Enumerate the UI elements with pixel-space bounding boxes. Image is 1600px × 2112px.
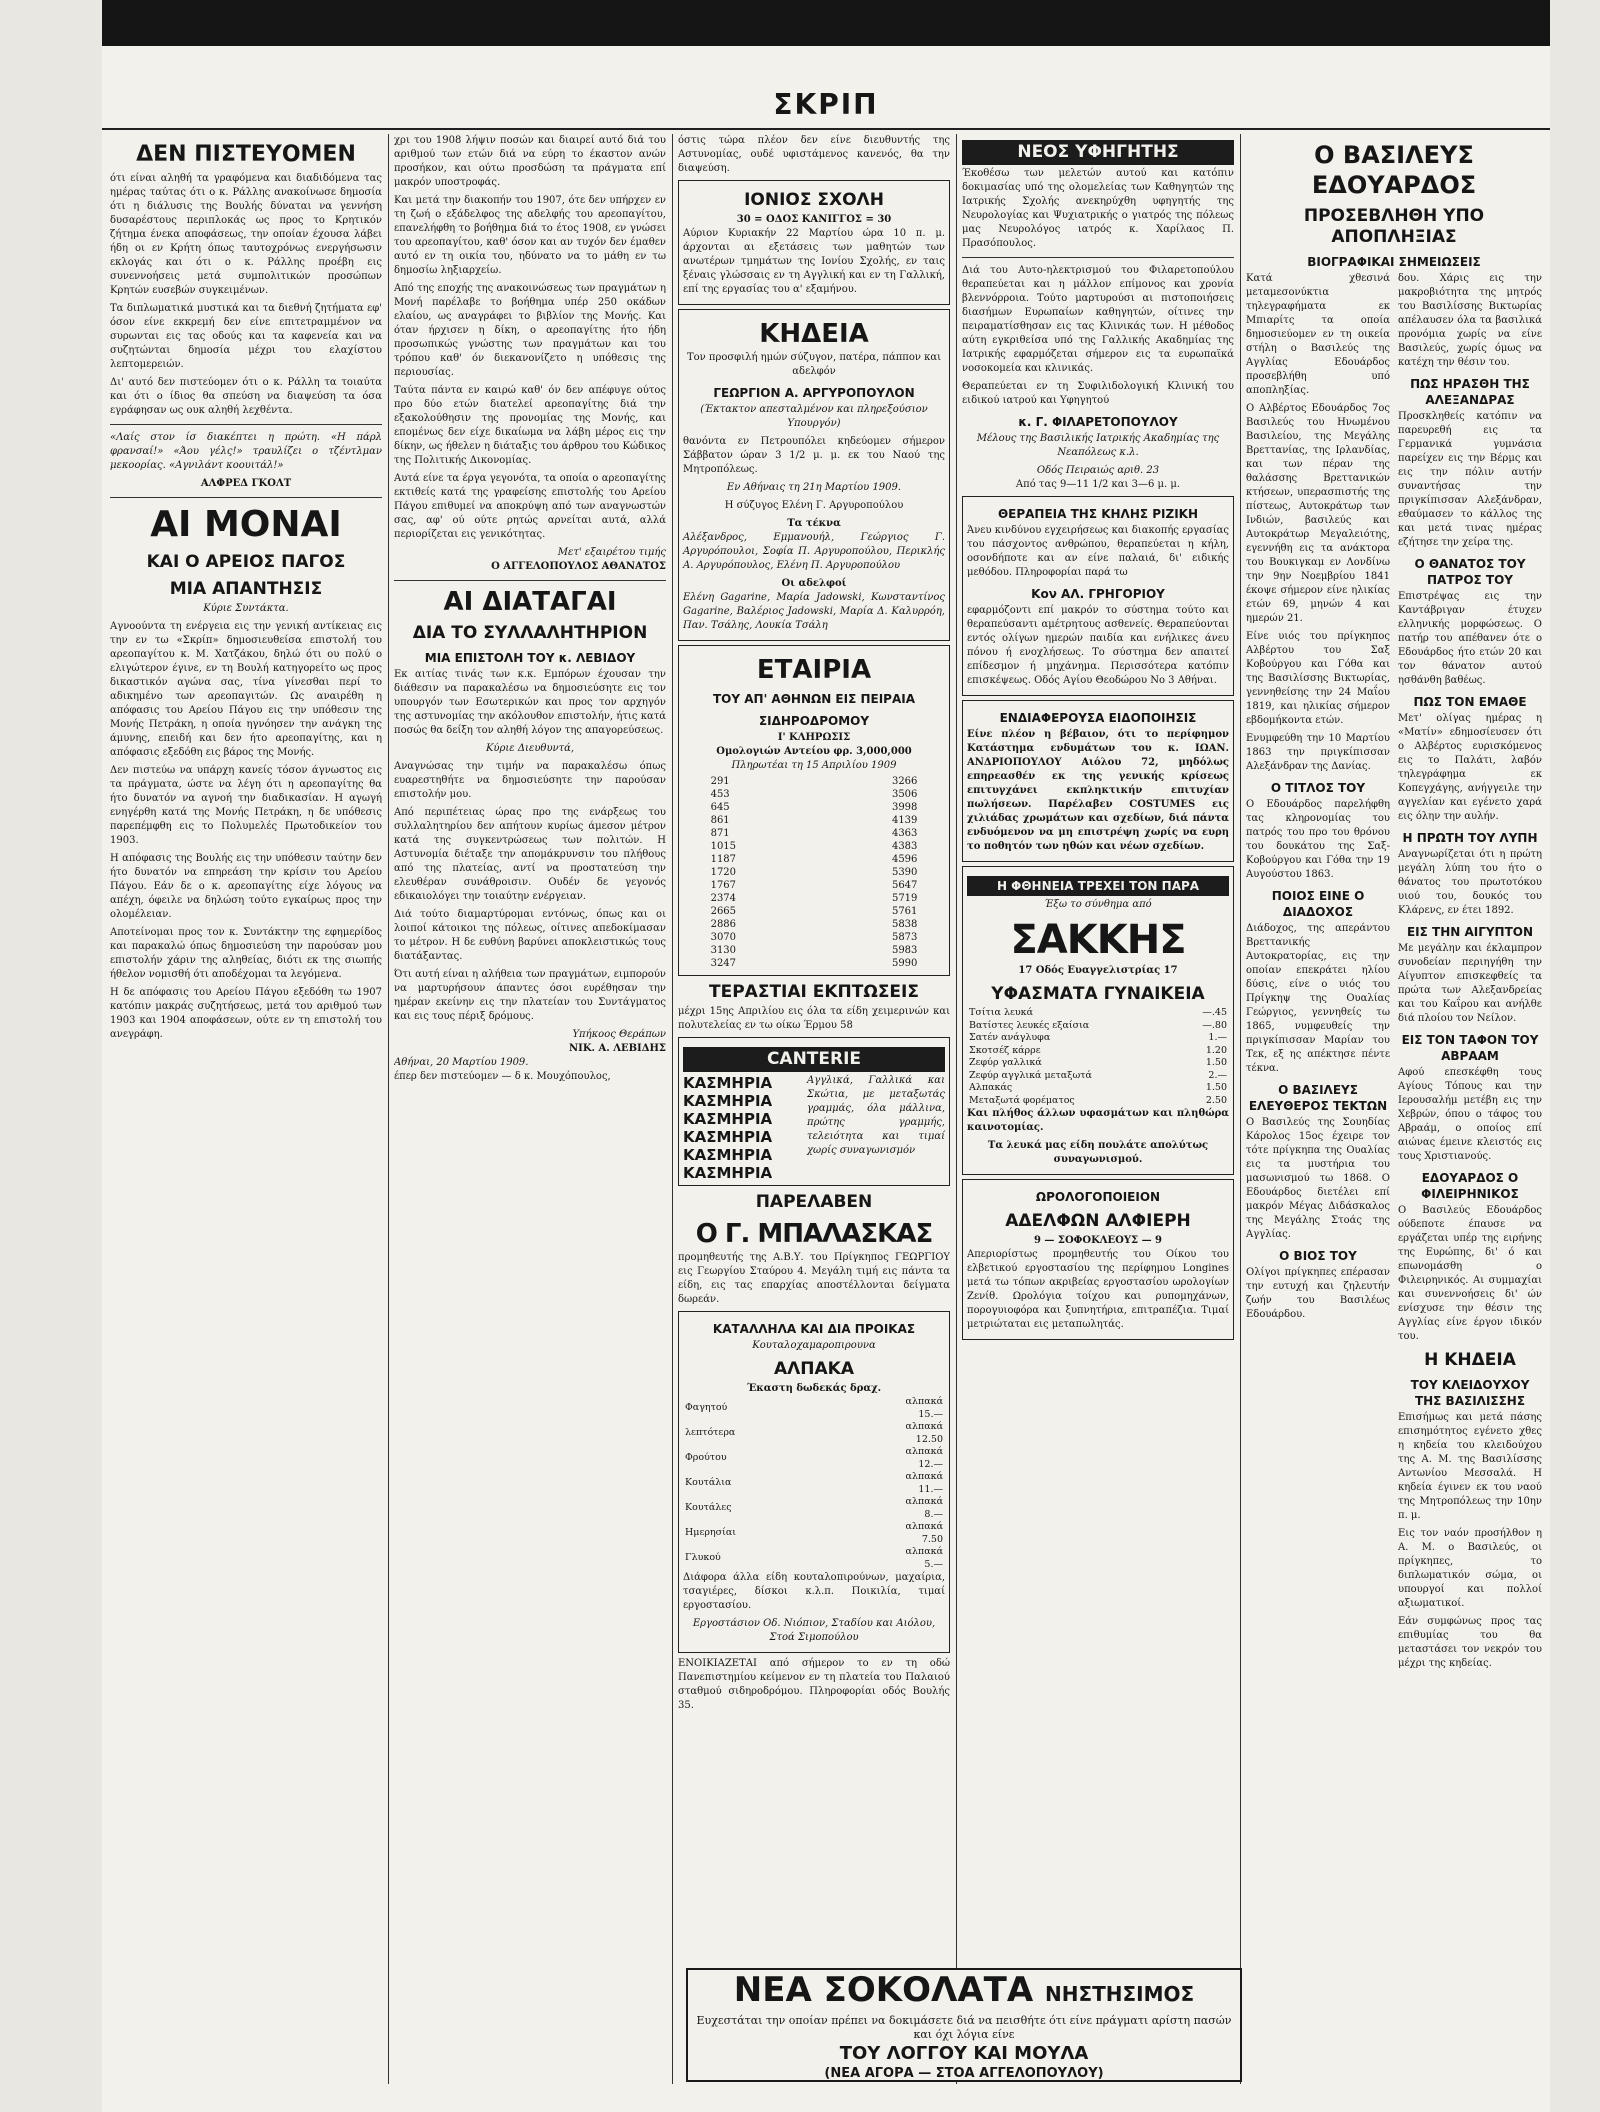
column-rule <box>388 134 389 2084</box>
table-row <box>707 840 922 853</box>
ad-address: Οδός Πειραιώς αριθ. 23 <box>1036 465 1160 476</box>
ad-kasmiria-label: ΚΑΣΜΗΡΙΑ <box>683 1146 773 1164</box>
table-cell: λεπτότερα <box>685 1427 736 1439</box>
article-paragraph: Εις τον ναόν προσήλθον η Α. Μ. ο Βασιλεύς, οι πρίγκηπες, το διπλωματικόν σώμα, οι υπουργοί και πολλοί αξιωματικοί. <box>1398 1528 1542 1609</box>
table-cell: 2.50 <box>1205 1094 1227 1106</box>
table-cell: Γλυκού <box>685 1552 721 1564</box>
ad-name: Κον ΑΛ. ΓΡΗΓΟΡΙΟΥ <box>1031 587 1165 601</box>
table-row <box>683 1446 945 1471</box>
ad-address: 9 — ΣΟΦΟΚΛΕΟΥΣ — 9 <box>1033 1235 1163 1246</box>
article-paragraph: Αναγνώσας την τιμήν να παρακαλέσω όπως ευαρεστηθήτε να δημοσιεύσητε την παρούσαν επιστολήν μου. <box>394 761 666 800</box>
table-cell: —.80 <box>1202 1019 1227 1031</box>
ad-brand: ΤΟΥ ΛΟΓΓΟΥ ΚΑΙ ΜΟΥΛΑ <box>839 2043 1089 2064</box>
ad-text: Απεριορίστως προμηθευτής του Οίκου του ελβετικού εργοστασίου της περίφημου Longines μετά τω τόπων ακριβείας εργοστασίου ωρολογίων Ζενίθ. Ωρολόγια τοίχου και ρυπομηχάνων, πορογυιοφόρα και ξυπνητήρια, επιτραπέζια. Τιμαί μετριώταται εις μεταπωλητάς. <box>967 1249 1229 1330</box>
subhead: ΠΩΣ ΤΟΝ ΕΜΑΘΕ <box>1413 695 1527 709</box>
table-row <box>967 1070 1229 1083</box>
table-cell: 5838 <box>891 919 918 930</box>
article-paragraph: Αποτείνομαι προς τον κ. Συντάκτην της εφημερίδος και παρακαλώ όπως δημοσιεύση την παρούσαν μου επιστολήν χάριν της αληθείας, διότι εκ της σιωπής ήθελον νομισθή ότι αποδέχομαι τα λεγόμενα. <box>110 927 382 980</box>
notice-text: (Έκτακτον απεσταλμένον και πληρεξούσιον Υπουργόν) <box>700 404 928 429</box>
article-paragraph: Επιστρέψας εις την Καντάβριγαν έτυχεν ελληνικής μορφώσεως. Ο πατήρ του απέθανεν ότε ο Εδουάρδος ήτο ετών 20 και τον θάνατον αυτού ησθάνθη βαθέως. <box>1398 591 1542 686</box>
ad-address: Εργοστάσιον Οδ. Νιόπιον, Σταδίου και Αιόλου, Στοά Σιμοπούλου <box>692 1618 936 1643</box>
table-cell: 3266 <box>891 776 918 787</box>
ad-text: Θεραπεύεται εν τη Συφιλιδολογική Κλινική του ειδικού ιατρού και Υφηγητού <box>962 381 1234 406</box>
article-paragraph: Αυτά είνε τα έργα γεγονότα, τα οποία ο αρεοπαγίτης εκτιθείς κατά της γραφείσης επιστολής του Αρείου Πάγου επιθυμεί να αποκρύψη από των αναγνωστών σας, αφ' ού ούτε ρητώς αρνείται αυτά, αλλά περιορίζεται εις γενικότητας. <box>394 473 666 540</box>
table-cell: 3130 <box>710 945 737 956</box>
subhead: Ο ΒΙΟΣ ΤΟΥ <box>1279 1249 1357 1263</box>
ad-kasmiria-label: ΚΑΣΜΗΡΙΑ <box>683 1092 773 1110</box>
table-cell: Κουτάλια <box>685 1477 732 1489</box>
verse-author: ΑΛΦΡΕΔ ΓΚΟΛΤ <box>200 478 292 489</box>
verse-text: «Λαίς στον ίσ διακέπτει η πρώτη. «Η πάρλ φρανσαί!» «Άου γέλς!» τραυλίζει ο τζέντλμαν μεκοορίας. «Αγνιλάντ κοουιτάλ!» <box>110 432 382 471</box>
table-row <box>707 879 922 892</box>
letter-date: Αθήναι, 20 Μαρτίου 1909. <box>394 1057 529 1068</box>
ad-title: ΣΑΚΚΗΣ <box>1010 917 1186 963</box>
table-cell: 4363 <box>891 828 918 839</box>
article-paragraph: Δι' αυτό δεν πιστεύομεν ότι ο κ. Ράλλη τα τοιαύτα και ότι ο ίδιος θα σπεύση να διαψεύση τα όσα εγράφησαν ως ουκ αληθή λεχθέντα. <box>110 377 382 416</box>
article-paragraph: Εάν συμφώνως προς τας επιθυμίας του θα μεταστάσει τον νεκρόν του μέχρι της κηδείας. <box>1398 1616 1542 1669</box>
article-paragraph: Από της εποχής της ανακοινώσεως των πραγμάτων η Μονή παρέλαβε το βοήθημα υπέρ 250 οκάδων ελαίου, ως αναγράφει το βιβλίον της Μονής. Και όταν ήρχισεν η δίκη, ο αρεοπαγίτης ήτο ήδη προσωπικώς γνώστης των πραγμάτων και του τρόπου καθ' όν διεκανονίζετο η υπόθεσις της περιουσίας. <box>394 283 666 378</box>
subhead: ΕΙΣ ΤΟΝ ΤΑΦΟΝ ΤΟΥ ΑΒΡΑΑΜ <box>1401 1033 1539 1063</box>
ad-text: Άνευ κινδύνου εγχειρήσεως και διακοπής εργασίας του πάσχοντος ανθρώπου, θεραπεύεται η κήλη, οσονδήποτε και αν είνε παλαιά, δι' ειδικής μεθόδου. Πληροφορίαι παρά τω <box>967 525 1229 578</box>
ad-kasmiria-label: ΚΑΣΜΗΡΙΑ <box>683 1128 773 1146</box>
headline-syllalitirion: ΔΙΑ ΤΟ ΣΥΛΛΑΛΗΤΗΡΙΟΝ <box>412 623 648 643</box>
ad-title: ΤΕΡΑΣΤΙΑΙ ΕΚΠΤΩΣΕΙΣ <box>709 982 919 1002</box>
article-paragraph: Αγνοούντα τη ενέργεια εις την γενική αντίκειας εις την εν τω «Σκρίπ» δημοσιευθείσα επιστολή του αρεοπαγίτου κ. Μ. Χατζάκου, δηλώ ότι ου πολύ ο ελιγώτερον έγινε, εν τη Βουλή κατηγορείτο ως προς δικαστικόν αγώνα σας, τίνα γίνεσθαι περί το αδικημένο των αρεοπαγιτών. Ως αναιρέθη η απόφασις του Αρείου Πάγου εις την υπόθεσιν της Μονής Πετράκη, η οποία ηγνόησεν την ανάγκη της άμυνης, επειδή και δεν ήτο αρεοπαγίτης, και η απόφασις εξεδόθη εις βάρος της Μονής. <box>110 621 382 758</box>
subhead: Ο ΤΙΤΛΟΣ ΤΟΥ <box>1270 781 1366 795</box>
subhead: ΕΙΣ ΤΗΝ ΑΙΓΥΠΤΟΝ <box>1406 925 1534 939</box>
newspaper-page <box>102 0 1550 2112</box>
subhead: Ο ΘΑΝΑΤΟΣ ΤΟΥ ΠΑΤΡΟΣ ΤΟΥ <box>1414 557 1526 587</box>
table-row <box>707 788 922 801</box>
column-2 <box>394 134 666 2084</box>
article-paragraph: Προσκληθείς κατόπιν να παρευρεθή εις τα Γερμανικά γυμνάσια παρείχεν εις την Βέρμς και εις την πόλιν αυτήν συναντήσας την πριγκίπισσαν Αλεξάνδραν, εθαύμασεν το κάλλος της και μετά τινας ημέρας εζήτησε την χείρα της. <box>1398 411 1542 548</box>
table-cell: 1.50 <box>1205 1057 1227 1068</box>
notice-text: Η σύζυγος Ελένη Γ. Αργυροπούλου <box>724 500 904 511</box>
table-cell: Μεταξωτά φορέματος <box>969 1094 1075 1106</box>
ad-alpaka <box>678 1311 950 1653</box>
table-row <box>683 1421 945 1446</box>
table-row <box>707 957 922 970</box>
article-paragraph: Τα διπλωματικά μυστικά και τα διεθνή ζητήματα εφ' όσον είνε εκκρεμή δεν είνε επιτετραμμένον να συρωνται εις τας οδούς και τα καφενεία και να συζητώνται δημοσία μέχρι του ελαχίστου λεπτομερειών. <box>110 303 382 370</box>
masthead <box>102 88 1550 130</box>
ad-therapeia <box>962 496 1234 696</box>
ad-text: μέχρι 15ης Απριλίου εις όλα τα είδη χειμερινών και πολυτελείας εν τω οίκω Έρμου 58 <box>678 1006 950 1031</box>
top-dark-band <box>102 0 1550 46</box>
article-paragraph: Ολίγοι πρίγκηπες επέρασαν την ευτυχή και ζηλευτήν ζωήν του Βασιλέως Εδουάρδου. <box>1246 1267 1390 1320</box>
ad-title: ΙΟΝΙΟΣ ΣΧΟΛΗ <box>744 190 884 210</box>
ad-address: (ΝΕΑ ΑΓΟΡΑ — ΣΤΟΑ ΑΓΓΕΛΟΠΟΥΛΟΥ) <box>824 2066 1104 2081</box>
article-paragraph: Επισήμως και μετά πάσης επισημότητος εγένετο χθες η κηδεία του κλειδούχου της Α. Μ. της Βασιλίσσης Αντωνίου Μεσσαλά. Η κηδεία έγινεν εκ του ναού της Μητροπόλεως την 10ην π. μ. <box>1398 1412 1542 1521</box>
table-row <box>707 918 922 931</box>
table-row <box>707 814 922 827</box>
notice-title: ΕΤΑΙΡΙΑ <box>756 655 872 685</box>
ad-text: Ευχεστάται την οποίαν πρέπει να δοκιμάσετε διά να πεισθήτε ότι είνε πράγματι αρίστη πασών και όχι λόγια είνε <box>696 2014 1232 2041</box>
price-table <box>683 1396 945 1571</box>
ad-text: προμηθευτής της Α.Β.Υ. του Πρίγκηπος ΓΕΩΡΓΙΟΥ εις Γεωργίου Σταύρου 4. Μεγάλη τιμή εις πάντα τα είδη, εις τας επαρχίας αποστέλλονται δείγματα δωρεάν. <box>678 1252 950 1305</box>
ad-alfieri <box>962 1179 1234 1340</box>
letter-salutation: Κύριε Διευθυντά, <box>485 743 575 754</box>
ad-title: ΕΝΔΙΑΦΕΡΟΥΣΑ ΕΙΔΟΠΟΙΗΣΙΣ <box>999 711 1197 725</box>
article-paragraph: Ο Αλβέρτος Εδουάρδος 7ος Βασιλεύς του Ηνωμένου Βασιλείου, της Μεγάλης Βρεττανίας, της Ιρλανδίας, και των πέραν της θαλάσσης Βρεττανικών κτήσεων, υπερασπιστής της πίστεως, Αυτοκράτωρ των Ινδιών, βασιλεύς και Αυτοκράτωρ Μεγαλειότης, εγεννήθη εις τα ανάκτορα του Βουκιγκαμ εν Λονδίνω την 9ην Νοεμβρίου 1841 έκοψε σήμερον είνε ηλικίας ετών 69, μηνών 4 και ημερών 21. <box>1246 403 1390 624</box>
ad-ionios-school <box>678 180 950 305</box>
table-cell: 871 <box>710 828 730 839</box>
headline-ai-monai: ΑΙ ΜΟΝΑΙ <box>150 504 342 545</box>
notice-name: ΓΕΩΡΓΙΟΝ Α. ΑΡΓΥΡΟΠΟΥΛΟΝ <box>713 386 915 400</box>
ad-text: εφαρμόζοντι επί μακρόν το σύστημα τούτο και θεραπεύσαντι αμέτρητους ασθενείς. Θεραπεύονται εντός ολίγων ημερών παιδία και ενήλικες άνευ πόνου ή ενοχλήσεως. Το σύστημα δεν απαιτεί επίδεσμον ή μηχάνημα. Περισσότερα κατόπιν επισκέψεως. Οδός Αγίου Θεοδώρου Νο 3 Αθήναι. <box>967 605 1229 686</box>
table-cell: 2374 <box>710 893 737 904</box>
subhead: ΤΟΥ ΚΛΕΙΔΟΥΧΟΥ ΤΗΣ ΒΑΣΙΛΙΣΣΗΣ <box>1410 1378 1530 1408</box>
classified-ad: ΕΝΟΙΚΙΑΖΕΤΑΙ από σήμερον το εν τη οδώ Πανεπιστημίου κείμενον εν τη πλατεία του Παλαιού σταθμού σιδηροδρόμου. Πληροφορίαι οδός Βουλής 35. <box>678 1658 950 1711</box>
article-paragraph: Η δε απόφασις του Αρείου Πάγου εξεδόθη τω 1907 κατόπιν μακράς συζητήσεως, μετά του αριθμού των 1903 και 1904 αποφάσεων, ούτε εν τη επιστολή του ανεγράφη. <box>110 987 382 1040</box>
article-paragraph: Είνε υιός του πρίγκηπος Αλβέρτου του Σαξ Κοβούργου και Γόθα και της Βασιλίσσης Βικτωρίας, γεννηθείσης την 24 Μαΐου 1819, και ηλικίας σήμερον εβδομήκοντα ετών. <box>1246 631 1390 726</box>
masthead-title: ΣΚΡΙΠ <box>773 88 879 121</box>
table-cell: 5390 <box>891 867 918 878</box>
subhead: ΕΔΟΥΑΡΔΟΣ Ο ΦΙΛΕΙΡΗΝΙΚΟΣ <box>1421 1171 1519 1201</box>
table-cell: Σκοτσέζ κάρρε <box>969 1044 1041 1056</box>
ad-text: Διά του Αυτο-ηλεκτρισμού του Φιλαρετοπούλου θεραπεύεται και η μάλλον επίμονος και χρονία βλεννόρροια. Τούτο μαρτυρούσι αι πιστοποιήσεις διασήμων Ευρωπαίων καθηγητών, οίτινες την πειραματίσθησαν εις τας Κλινικάς των. Η μέθοδος αύτη εγκριθείσα υπό της Γαλλικής Ακαδημίας της Ιατρικής εφαρμόζεται σήμερον εις τα ευρωπαϊκά νοσοκομεία και κλινικάς. <box>962 265 1234 374</box>
letter-signature: Ο ΑΓΓΕΛΟΠΟΥΛΟΣ ΑΘΑΝΑΤΟΣ <box>491 561 666 572</box>
notice-text: θανόντα εν Πετρουπόλει κηδεύομεν σήμερον Σάββατον ώραν 3 1/2 μ. μ. εκ του Ναού της Μητροπόλεως. <box>683 436 945 475</box>
divider <box>394 580 666 581</box>
column-rule <box>672 134 673 2084</box>
divider <box>962 257 1234 258</box>
table-row <box>707 827 922 840</box>
ad-text: Τα λευκά μας είδη πουλάτε απολύτως συναγωνισμού. <box>987 1140 1209 1165</box>
table-cell: 5761 <box>891 906 918 917</box>
ad-kasmiria-label: ΚΑΣΜΗΡΙΑ <box>683 1164 773 1182</box>
letter-signature: NIK. A. ΛΕΒΙΔΗΣ <box>569 1043 666 1054</box>
article-paragraph: Η απόφασις της Βουλής εις την υπόθεσιν ταύτην δεν ήτο δυνατόν να επηρεάση την κρίσιν του Αρείου Πάγου. Εάν δε ο κ. αρεοπαγίτης είχε λόγους να απέχη, όφειλε να δηλώση τούτο εγκαίρως προς την ολομέλειαν. <box>110 853 382 920</box>
subhead: ΠΩΣ ΗΡΑΣΘΗ ΤΗΣ ΑΛΕΞΑΝΔΡΑΣ <box>1410 377 1530 407</box>
ad-title: ΩΡΟΛΟΓΟΠΟΙΕΙΟΝ <box>1035 1190 1161 1204</box>
column-5 <box>1246 134 1542 2084</box>
subhead: ΠΟΙΟΣ ΕΙΝΕ Ο ΔΙΑΔΟΧΟΣ <box>1271 889 1365 919</box>
table-row <box>707 944 922 957</box>
table-cell: 1720 <box>710 867 737 878</box>
article-paragraph: ότι είναι αληθή τα γραφόμενα και διαδιδόμενα τας ημέρας ταύτας ότι ο κ. Ράλλης ανακοίνωσε δημοσία ότι η διάλυσις της Βουλής δύναται να γεννήση δυσαρέστους περιπλοκάς ως προς το Κρητικόν ζήτημα ένεκα αποφάσεως, την οποίαν έχουσα λάβει ήδη οι εν Κρήτη όπως ταυτοχρόνως ενεργήσωσιν εκλογάς και ότι ο κ. Ράλλης προέβη εις συνεννοήσεις μετά συμπολιτικών προσώπων Κρητών ευσεβών συγκειμένων. <box>110 173 382 296</box>
table-cell: Φρούτου <box>685 1452 727 1464</box>
table-cell: 3506 <box>891 789 918 800</box>
ad-title: ΑΔΕΛΦΩΝ ΑΛΦΙΕΡΗ <box>1005 1211 1191 1231</box>
ad-subtitle: Έξω το σύνθημα από <box>1044 899 1152 910</box>
table-row <box>707 931 922 944</box>
ad-title: ΠΑΡΕΛΑΒΕΝ <box>755 1192 873 1212</box>
table-cell: 2.— <box>1208 1069 1227 1081</box>
table-row <box>683 1396 945 1421</box>
table-cell: 1187 <box>710 854 737 865</box>
table-cell: 645 <box>710 802 730 813</box>
notice-subhead: Τα τέκνα <box>787 518 841 529</box>
table-cell: Ημερησίαι <box>685 1527 737 1539</box>
ad-hours: Από τας 9—11 1/2 και 3—6 μ. μ. <box>1015 479 1181 490</box>
article-paragraph: δου. Χάρις εις την μακροβιότητα της μητρός του Βασιλίσσης Βικτωρίας απέλαυσεν όλα τα βασιλικά προνόμια χωρίς να είνε Βασιλεύς, χωρίς όμως να κατέχη την θέσιν του. <box>1398 273 1542 368</box>
subhead: Η ΚΗΔΕΙΑ <box>1424 1350 1516 1370</box>
table-cell: 861 <box>710 815 730 826</box>
letter-salutation: Κύριε Συντάκτα. <box>203 603 289 614</box>
article-paragraph: Από περιπέτειας ώρας προ της ενάρξεως του συλλαλητηρίου δεν απήτουν κυρίως άμεσον μέτρον κατά της συγκεντρώσεως των πολιτών. Η Αστυνομία διέταξε την απομάκρυνσιν του πλήθους από της πλατείας, αντί να προστατεύση την ελευθέραν συνάθροισιν. Ουδέν δε γεγονός εδικαιολόγει την τοιαύτην ενέργειαν. <box>394 807 666 902</box>
article-paragraph: έπερ δεν πιστεύομεν — δ κ. Μουχόπουλος, <box>394 1071 611 1082</box>
table-cell: 1.50 <box>1205 1082 1227 1093</box>
table-row <box>683 1521 945 1546</box>
ad-text: Αγγλικά, Γαλλικά και Σκώτια, με μεταξωτάς γραμμάς, όλα μάλλινα, πρώτης γραμμής, τελειότητα και τιμαί χωρίς συναγωνισμόν <box>807 1075 945 1156</box>
table-row <box>967 1032 1229 1045</box>
table-cell: 5647 <box>891 880 918 891</box>
table-cell: 3998 <box>891 802 918 813</box>
table-cell: Φαγητού <box>685 1402 728 1414</box>
table-cell: 4383 <box>891 841 918 852</box>
table-row <box>707 866 922 879</box>
table-row <box>967 1082 1229 1095</box>
table-row <box>707 853 922 866</box>
price-table <box>967 1007 1229 1107</box>
ad-text: Μέλους της Βασιλικής Ιατρικής Ακαδημίας της Νεαπόλεως κ.λ. <box>976 433 1220 458</box>
article-paragraph: Διά τούτο διαμαρτύρομαι εντόνως, όπως και οι λοιποί κάτοικοι της πόλεως, οίτινες απεδοκίμασαν το μέτρον. Η δε ευθύνη βαρύνει αποκλειστικώς τους διατάξαντας. <box>394 909 666 962</box>
article-paragraph: Ταύτα πάντα εν καιρώ καθ' όν δεν απέφυγε ούτος προ δύο ετών διατελεί αρεοπαγίτης διά την εξακολούθησιν της προνομίας της Μονής, και επομένως δεν είχε δικαίωμα να λάβη μέρος εις την δίκην, ως ήθελεν η διάταξις του άρθρου του Κώδικος της Πολιτικής Δικονομίας. <box>394 385 666 466</box>
table-row <box>707 801 922 814</box>
table-cell: 291 <box>710 776 730 787</box>
column-3 <box>678 134 950 2084</box>
table-cell: 1.— <box>1208 1032 1227 1043</box>
article-paragraph: Δεν πιστεύω να υπάρχη κανείς τόσον άγνωστος εις τα πράγματα, ώστε να λέγη ότι η αρεοπαγίτης θα ήτο δυνατόν να αγνοή την διαδικασίαν. Η αγωγή ενηγέρθη κατά της Μονής Πετράκη, η δε υπόθεσις παρεπέμφθη εις το Πολυμελές Πρωτοδικείον του 1903. <box>110 765 382 846</box>
table-cell: 1.20 <box>1205 1044 1227 1056</box>
article-paragraph: Εκ αιτίας τινάς των κ.κ. Εμπόρων έχουσαν την διάθεσιν να παρακαλέσω να δημοσιεύσητε εις τον υπουργόν των Εσωτερικών και προς τον αρχηγόν της αστυνομίας την ακόλουθον επιστολήν, ήτις κατά ποσώς θα δείξη τον αληθή λόγον της απαγορεύσεως. <box>394 669 666 736</box>
table-row <box>707 905 922 918</box>
table-cell: Βατίστες λευκές εξαίσια <box>969 1019 1090 1031</box>
table-row <box>967 1020 1229 1033</box>
notice-text: Πληρωτέαι τη 15 Απριλίου 1909 <box>731 760 897 771</box>
article-paragraph: Ότι αυτή είναι η αλήθεια των πραγμάτων, ειμπορούν να μαρτυρήσουν άπαντες όσοι ευρέθησαν την ημέραν εκείνην εις την πλατείαν του Συντάγματος και εις τους πέριξ δρόμους. <box>394 969 666 1022</box>
letter-closing: Υπήκοος Θεράπων <box>572 1029 666 1040</box>
table-cell: 1015 <box>710 841 737 852</box>
table-cell: αλπακά 11.— <box>905 1471 943 1495</box>
ad-text: Αύριον Κυριακήν 22 Μαρτίου ώρα 10 π. μ. άρχονται αι εξετάσεις των μαθητών των ανωτέρων τμημάτων της Ιονίου Σχολής, εν ταις ξέναις γλώσσαις εν τη Αγγλική και εν τη Γαλλική, επί της εργασίας του α' εξαμήνου. <box>683 228 945 295</box>
subcolumn-left <box>1246 272 1390 1675</box>
table-cell: αλπακά 12.50 <box>905 1421 943 1445</box>
column-4 <box>962 134 1234 2084</box>
ad-andriopoulou <box>962 700 1234 862</box>
ad-address: 30 = ΟΔΟΣ ΚΑΝΙΓΓΟΣ = 30 <box>736 214 892 225</box>
ad-subtitle: ΥΦΑΣΜΑΤΑ ΓΥΝΑΙΚΕΙΑ <box>991 984 1205 1004</box>
table-cell: 2886 <box>710 919 737 930</box>
headline-vasileus-edouardos: Ο ΒΑΣΙΛΕΥΣ ΕΔΟΥΑΡΔΟΣ <box>1311 141 1477 199</box>
ad-title: ΑΛΠΑΚΑ <box>773 1359 855 1379</box>
ad-subtitle: Κουταλοχαμαροπιρουνα <box>752 1340 876 1351</box>
table-row <box>707 775 922 788</box>
table-cell: αλπακά 15.— <box>905 1396 943 1420</box>
funeral-notice <box>678 309 950 641</box>
table-cell: 3070 <box>710 932 737 943</box>
ad-title: ΚΑΤΑΛΛΗΛΑ ΚΑΙ ΔΙΑ ΠΡΟΙΚΑΣ <box>712 1322 916 1336</box>
table-cell: Κουτάλες <box>685 1502 732 1514</box>
notice-subhead: Ομολογιών Αντείου φρ. 3,000,000 <box>716 746 912 757</box>
ad-canterie <box>678 1037 950 1186</box>
headline-areios-pagos: ΚΑΙ Ο ΑΡΕΙΟΣ ΠΑΓΟΣ <box>146 552 346 572</box>
ad-sakkis <box>962 866 1234 1175</box>
table-cell: Ζεφύρ αγγλικά μεταξωτά <box>969 1069 1092 1081</box>
table-cell: Αλπακάς <box>969 1082 1013 1093</box>
notice-text: Ελένη Gagarine, Μαρία Jadowski, Κωνσταντίνος Gagarine, Βαλέριος Jadowski, Μαρία Δ. Καλυρρόη, Παν. Τσάλης, Λουκία Τσάλη <box>683 592 945 631</box>
column-1 <box>110 134 382 2084</box>
article-paragraph: Διάδοχος, της απεράντου Βρεττανικής Αυτοκρατορίας, εις την οποίαν επεκράτει ηλίου δύσις, είνε ο υιός του Πρίγκηψ της Ουαλίας Γεώργιος, γεννηθείς τω 1865, νυμφευθείς την πριγκίπισσαν Μαρίαν του Τεκ, εξ ης απέκτησε πέντε τέκνα. <box>1246 923 1390 1074</box>
subcolumn-right <box>1398 272 1542 1675</box>
divider <box>110 497 382 498</box>
article-paragraph: Ο Βασιλεύς Εδουάρδος ούδεποτε έπαυσε να εργάζεται υπέρ της ειρήνης της Ευρώπης, δι' ό και επωνομάσθη ο Φιλειρηνικός. Αι συμμαχίαι και συνεννοήσεις δι' ών ενίσχυσε την θέσιν της Αγγλίας είνε έργον ιδικόν του. <box>1398 1205 1542 1342</box>
railway-lottery-notice <box>678 645 950 976</box>
table-cell: 5873 <box>891 932 918 943</box>
headline-neos-yfigitis: ΝΕΟΣ ΥΦΗΓΗΤΗΣ <box>962 140 1234 165</box>
notice-subhead: ΤΟΥ ΑΠ' ΑΘΗΝΩΝ ΕΙΣ ΠΕΙΡΑΙΑ <box>712 692 915 706</box>
article-paragraph: Αφού επεσκέφθη τους Αγίους Τόπους και την Ιερουσαλήμ μετέβη εις την Χεβρών, όπου ο τάφος του Αβραάμ, ο οποίος επί αιώνας έμεινε κλειστός εις τους Χριστιανούς. <box>1398 1067 1542 1162</box>
table-cell: 5990 <box>891 958 918 969</box>
article-paragraph: Μετ' ολίγας ημέρας η «Ματίν» εδημοσίευσεν ότι ο Αλβέρτος ευρισκόμενος εις το Παλάτι, λαβόν τηλεγράφημα εκ Κοπεγχάγης, ανήγγειλε την αγγελίαν και εγένετο χαρά εις όλην την αυλήν. <box>1398 713 1542 822</box>
table-cell: —.45 <box>1202 1007 1227 1018</box>
subhead: Η ΠΡΩΤΗ ΤΟΥ ΛΥΠΗ <box>1402 831 1538 845</box>
table-cell: αλπακά 7.50 <box>905 1521 943 1545</box>
table-cell: 5983 <box>891 945 918 956</box>
table-row <box>967 1057 1229 1070</box>
article-paragraph: Ο Εδουάρδος παρελήφθη τας κληρονομίας του πατρός του προ του θρόνου του δουκάτου της Σαξ-Κοβούργου και Γόθα την 19 Αυγούστου 1863. <box>1246 799 1390 880</box>
subhead: Ο ΒΑΣΙΛΕΥΣ ΕΛΕΥΘΕΡΟΣ ΤΕΚΤΩΝ <box>1248 1083 1388 1113</box>
table-row <box>967 1045 1229 1058</box>
ad-kasmiria-label: ΚΑΣΜΗΡΙΑ <box>683 1110 773 1128</box>
headline-ai-diatagai: ΑΙ ΔΙΑΤΑΓΑΙ <box>443 587 617 617</box>
headline-den-pisteuomen: ΔΕΝ ΠΙΣΤΕΥΟΜΕΝ <box>136 142 356 167</box>
ad-columns: Έκαστη δωδεκάς δραχ. <box>746 1383 882 1394</box>
article-paragraph: Ενυμφεύθη την 10 Μαρτίου 1863 την πριγκίπισσαν Αλεξάνδραν της Δανίας. <box>1246 733 1390 772</box>
notice-subhead: Οι αδελφοί <box>781 578 847 589</box>
ad-title-suffix: ΝΗΣΤΗΣΙΜΟΣ <box>1044 1982 1195 2006</box>
table-row <box>707 892 922 905</box>
article-paragraph: Έκοθέσω των μελετών αυτού και κατόπιν δοκιμασίας υπό της ολομελείας των Καθηγητών της Ιατρικής Σχολής ανεκηρύχθη υφηγητής της Νευρολογίας και Ψυχιατρικής ο γιατρός της πόλεως μας Νευρολόγος ιατρός κ. Χαρίλαος Π. Πρασόπουλος. <box>962 168 1234 249</box>
ad-address: 17 Οδός Ευαγγελιστρίας 17 <box>1018 965 1178 976</box>
headline-apantisis: ΜΙΑ ΑΠΑΝΤΗΣΙΣ <box>169 579 323 599</box>
ad-title: Ο Γ. ΜΠΑΛΑΣΚΑΣ <box>695 1219 933 1249</box>
table-row <box>683 1471 945 1496</box>
table-cell: 3247 <box>710 958 737 969</box>
table-cell: 453 <box>710 789 730 800</box>
ad-text: Διάφορα άλλα είδη κουταλοπιρούνων, μαχαίρια, τσαγιέρες, δίσκοι κ.λ.π. Ποικιλία, τιμαί εργοστασίου. <box>683 1572 945 1611</box>
headline-apoplixia: ΠΡΟΣΕΒΛΗΘΗ ΥΠΟ ΑΠΟΠΛΗΞΙΑΣ <box>1303 206 1485 247</box>
table-cell: Τσίτια λευκά <box>969 1007 1034 1018</box>
article-paragraph: Κατά χθεσινά μεταμεσονύκτια τηλεγραφήματα εκ Μπιαρίτς τα οποία δημοσιεύομεν εν τη οικεία στήλη ο Βασιλεύς της Αγγλίας Εδουάρδος προσεβλήθη υπό αποπληξίας. <box>1246 273 1390 396</box>
lottery-table <box>707 775 922 970</box>
table-cell: αλπακά 5.— <box>905 1546 943 1570</box>
divider <box>110 424 382 425</box>
column-rule <box>1240 134 1241 2084</box>
table-cell: Σατέν ανάγλυφα <box>969 1032 1051 1043</box>
notice-text: Αλέξανδρος, Εμμανουήλ, Γεώργιος Γ. Αργυρόπουλοι, Σοφία Π. Αργυροπούλου, Περικλής Α. Αργυρόπουλος, Ελένη Π. Αργυροπούλου <box>683 532 945 571</box>
notice-title: ΚΗΔΕΙΑ <box>759 319 869 349</box>
article-paragraph: Και μετά την διακοπήν του 1907, ότε δεν υπήρχεν εν τη ζωή ο εξάδελφος της αδελφής του αρεοπαγίτου, επανελήφθη το βοήθημα διά το έτος 1908, εν γνώσει του αρεοπαγίτου, καθ' όσον και αν τυχόν δεν έμαθεν αυτό εν τη οικία του, ηδύνατο να το μάθη εν τω δημοσίω ληξιαρχείω. <box>394 195 666 276</box>
article-paragraph: Ο Βασιλεύς της Σουηδίας Κάρολος 15ος έχειρε τον τότε πρίγκηπα της Ουαλίας εις τα μυστήρια του μασωνισμού τω 1868. Ο Εδουάρδος διετέλει επί μακρόν Μέγας Διδάσκαλος της Μεγάλης Στοάς της Αγγλίας. <box>1246 1117 1390 1240</box>
table-row <box>683 1496 945 1521</box>
column-rule <box>956 134 957 2084</box>
article-paragraph: χρι του 1908 λήψιν ποσών και διαιρεί αυτό διά του αριθμού των ετών διά να εύρη το έκαστον ανών προσήκον, και ούτω προσδώση τα πράγματα επί μακρόν υποστροφάς. <box>394 135 666 188</box>
table-cell: 5719 <box>891 893 918 904</box>
notice-subhead: ΣΙΔΗΡΟΔΡΟΜΟΥ <box>758 714 870 728</box>
table-cell: 4596 <box>891 854 918 865</box>
ad-sokolata <box>686 1968 1242 2082</box>
article-paragraph: όστις τώρα πλέον δεν είνε διευθυντής της Αστυνομίας, ουδέ υφιστάμενος κανενός, θα την διαψεύση. <box>678 135 950 174</box>
ad-title: Η ΦΘΗΝΕΙΑ ΤΡΕΧΕΙ ΤΟΝ ΠΑΡΑ <box>967 876 1229 896</box>
ad-text: Είνε πλέον η βέβαιον, ότι το περίφημον Κατάστημα ενδυμάτων του κ. ΙΩΑΝ. ΑΝΔΡΙΟΠΟΥΛΟΥ Αιόλου 72, μηδόλως επηρεασθέν εκ της γενικής κρίσεως επιτυγχάνει εκπληκτικήν επιτυχίαν πωλήσεων. Παρέλαβεν COSTUMES εις χιλιάδας χρωμάτων και σχεδίων, διά πάντα ενδυόμενον να μη επιστρέψη χωρίς να ευρη το ποθητόν των ηθών και νέων σχεδίων. <box>967 729 1229 852</box>
letter-closing: Μετ' εξαιρέτου τιμής <box>557 547 666 558</box>
ad-doctor-name: κ. Γ. ΦΙΛΑΡΕΤΟΠΟΥΛΟΥ <box>1018 415 1178 429</box>
article-paragraph: Με μεγάλην και έκλαμπρον συνοδείαν περιηγήθη την Αίγυπτον επισκεφθείς τα πρώτα των Αλεξανδρείας και του Καΐρου και ανήλθε διά πλοίου τον Νείλον. <box>1398 943 1542 1024</box>
table-row <box>683 1546 945 1571</box>
table-cell: Ζεφύρ γαλλικά <box>969 1057 1042 1068</box>
table-cell: 1767 <box>710 880 737 891</box>
table-cell: αλπακά 8.— <box>905 1496 943 1520</box>
notice-text: Τον προσφιλή ημών σύζυγον, πατέρα, πάππον και αδελφόν <box>686 352 942 377</box>
notice-date: Εν Αθήναις τη 21η Μαρτίου 1909. <box>726 482 902 493</box>
table-row <box>967 1007 1229 1020</box>
ad-title: ΝΕΑ ΣΟΚΟΛΑΤΑ <box>733 1970 1034 2010</box>
headline-viografikai: ΒΙΟΓΡΑΦΙΚΑΙ ΣΗΜΕΙΩΣΕΙΣ <box>1307 255 1481 269</box>
table-cell: αλπακά 12.— <box>905 1446 943 1470</box>
table-row <box>967 1095 1229 1108</box>
ad-kasmiria-label: ΚΑΣΜΗΡΙΑ <box>683 1074 773 1092</box>
ad-text: Και πλήθος άλλων υφασμάτων και πληθώρα καινοτομίας. <box>967 1108 1229 1133</box>
ad-title: ΘΕΡΑΠΕΙΑ ΤΗΣ ΚΗΛΗΣ ΡΙΖΙΚΗ <box>997 507 1199 521</box>
notice-subhead: Ι' ΚΛΗΡΩΣΙΣ <box>777 732 851 743</box>
ad-title: CANTERIE <box>683 1047 945 1072</box>
article-paragraph: Αναγνωρίζεται ότι η πρώτη μεγάλη λύπη του ήτο ο θάνατος του πρωτοτόκου υιού του, δουκός του Κλάρενς, εν έτει 1892. <box>1398 849 1542 916</box>
table-cell: 2665 <box>710 906 737 917</box>
headline-epistoli-levidou: ΜΙΑ ΕΠΙΣΤΟΛΗ ΤΟΥ κ. ΛΕΒΙΔΟΥ <box>424 651 636 665</box>
table-cell: 4139 <box>891 815 918 826</box>
